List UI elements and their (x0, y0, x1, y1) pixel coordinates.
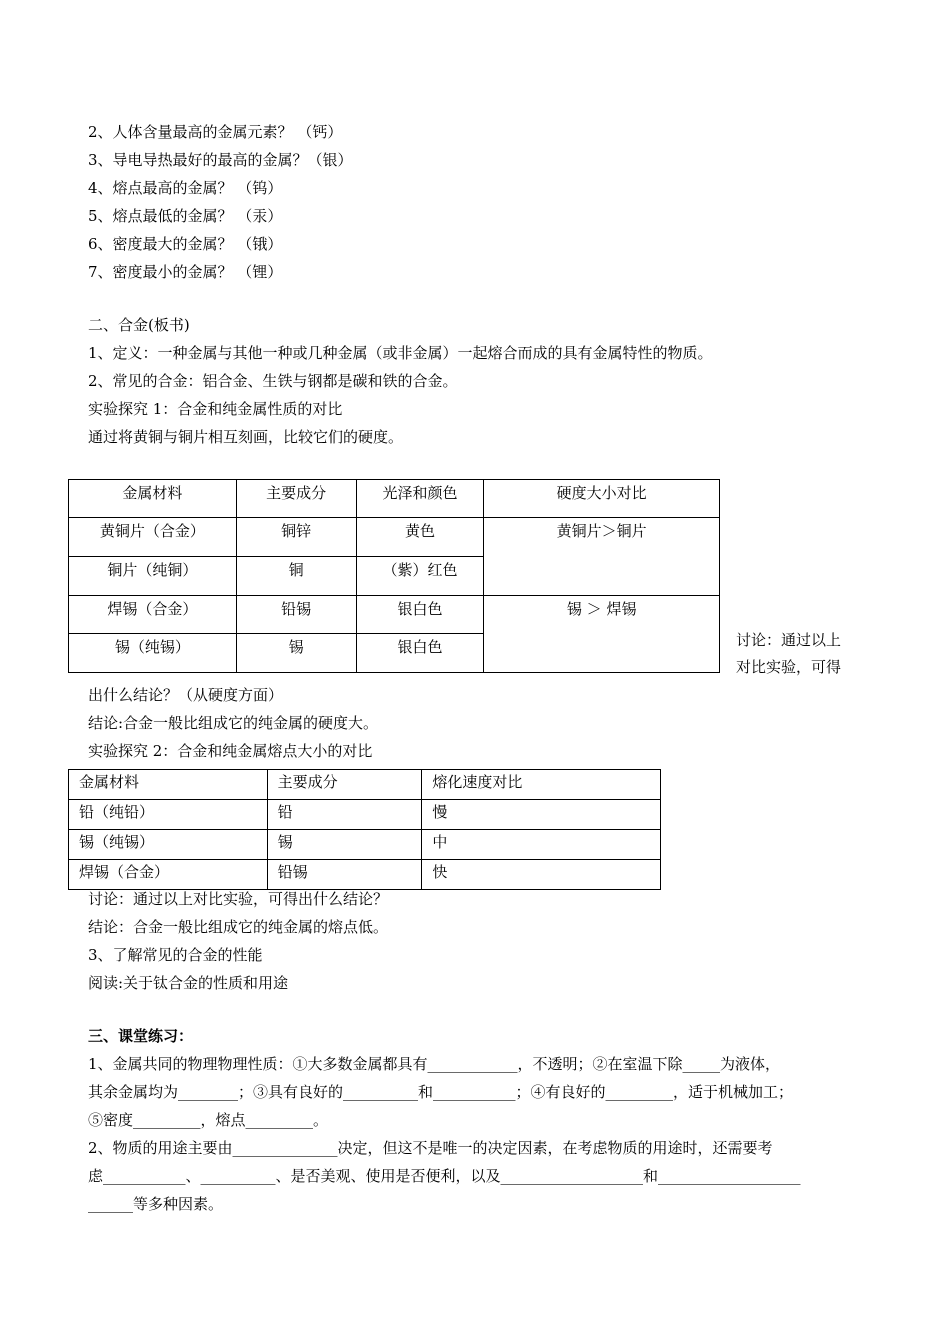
table-cell: 锡 (267, 830, 422, 860)
table-cell: 黄铜片（合金） (69, 518, 237, 557)
table-cell: 铜锌 (236, 518, 356, 557)
table-cell: （紫）红色 (356, 557, 484, 596)
table-cell: 锡（纯锡） (69, 634, 237, 673)
conclusion-2: 结论：合金一般比组成它的纯金属的熔点低。 (88, 918, 389, 936)
fact-line: 7、密度最小的金属？ （锂） (88, 263, 283, 281)
table-header: 熔化速度对比 (422, 770, 661, 800)
discussion-2: 讨论：通过以上对比实验，可得出什么结论？ (88, 890, 389, 908)
table-cell: 银白色 (356, 596, 484, 634)
exercise-line: 其余金属均为________；③具有良好的__________和___________；④有良好的_________，适于机械加工； (88, 1083, 794, 1101)
experiment-2-title: 实验探究 2：合金和纯金属熔点大小的对比 (88, 742, 373, 760)
table-header: 主要成分 (236, 480, 356, 518)
table-header: 主要成分 (267, 770, 422, 800)
table-cell: 焊锡（合金） (69, 860, 268, 890)
experiment-1-desc: 通过将黄铜与铜片相互刻画，比较它们的硬度。 (88, 428, 404, 446)
exercise-heading: 三、课堂练习： (88, 1027, 194, 1045)
table-cell: 铅 (267, 800, 422, 830)
table-cell: 焊锡（合金） (69, 596, 237, 634)
fact-line: 3、导电导热最好的最高的金属？（银） (88, 151, 353, 169)
exercise-line: 虑___________、__________、是否美观、使用是否便利，以及___________________和___________________ (88, 1167, 801, 1185)
definition-line: 1、定义：一种金属与其他一种或几种金属（或非金属）一起熔合而成的具有金属特性的物质。 (88, 344, 713, 362)
table-header: 金属材料 (69, 480, 237, 518)
fact-line: 2、人体含量最高的金属元素？ （钙） (88, 123, 343, 141)
table-cell: 慢 (422, 800, 661, 830)
discussion-side-text: 对比实验，可得 (736, 658, 842, 676)
fact-line: 5、熔点最低的金属？ （汞） (88, 207, 283, 225)
table-cell: 铅锡 (236, 596, 356, 634)
table-cell-compare: 黄铜片＞铜片 (484, 518, 720, 596)
item-3: 3、了解常见的合金的性能 (88, 946, 263, 964)
table-header: 光泽和颜色 (356, 480, 484, 518)
table-cell: 黄色 (356, 518, 484, 557)
experiment-1-title: 实验探究 1：合金和纯金属性质的对比 (88, 400, 343, 418)
table-cell: 铜 (236, 557, 356, 596)
table-header: 硬度大小对比 (484, 480, 720, 518)
table-cell: 快 (422, 860, 661, 890)
table-cell-compare: 锡 ＞ 焊锡 (484, 596, 720, 673)
fact-line: 6、密度最大的金属？ （锇） (88, 235, 283, 253)
conclusion-1: 结论:合金一般比组成它的纯金属的硬度大。 (88, 714, 379, 732)
table-cell: 铜片（纯铜） (69, 557, 237, 596)
table-cell: 锡 (236, 634, 356, 673)
section-heading: 二、合金(板书) (88, 316, 190, 334)
reading-line: 阅读:关于钛合金的性质和用途 (88, 974, 289, 992)
exercise-line: ______等多种因素。 (88, 1195, 224, 1213)
fact-line: 4、熔点最高的金属？ （钨） (88, 179, 283, 197)
common-alloys-line: 2、常见的合金：铝合金、生铁与钢都是碳和铁的合金。 (88, 372, 458, 390)
exercise-line: 1、金属共同的物理物理性质：①大多数金属都具有____________，不透明；②在室温下除_____为液体， (88, 1055, 781, 1073)
discussion-1-cont: 出什么结论？（从硬度方面） (88, 686, 284, 704)
exercise-line: ⑤密度_________，熔点_________。 (88, 1111, 329, 1129)
table-cell: 中 (422, 830, 661, 860)
table-header: 金属材料 (69, 770, 268, 800)
hardness-table (68, 479, 720, 673)
table-cell: 铅锡 (267, 860, 422, 890)
table-cell: 铅（纯铅） (69, 800, 268, 830)
exercise-line: 2、物质的用途主要由______________决定，但这不是唯一的决定因素，在考虑物质的用途时，还需要考 (88, 1139, 773, 1157)
table-cell: 锡（纯锡） (69, 830, 268, 860)
discussion-side-text: 讨论：通过以上 (736, 631, 842, 649)
melting-table (68, 769, 661, 890)
table-cell: 银白色 (356, 634, 484, 673)
